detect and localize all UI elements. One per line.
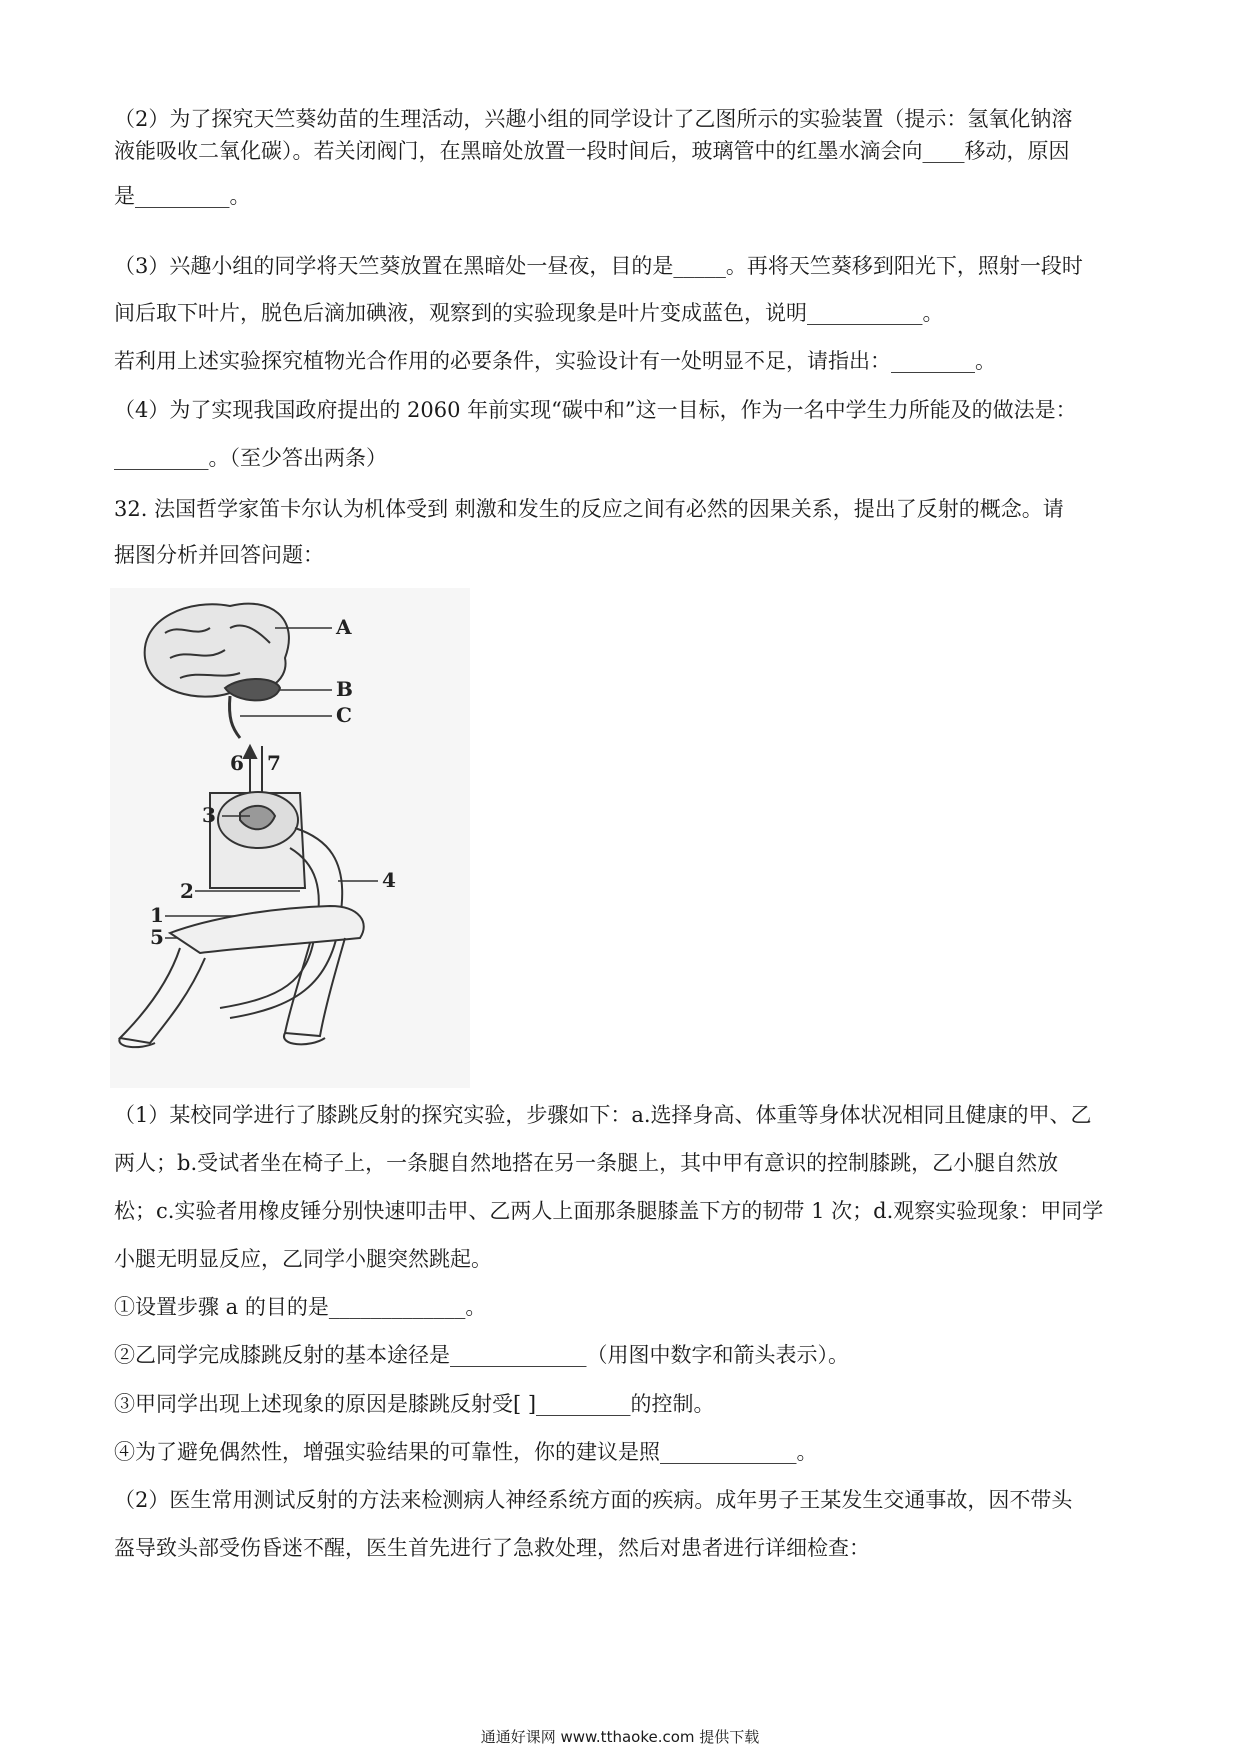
- text-line: ③甲同学出现上述现象的原因是膝跳反射受[ ]_________的控制。: [114, 1392, 715, 1416]
- text-line: （2）为了探究天竺葵幼苗的生理活动，兴趣小组的同学设计了乙图所示的实验装置（提示：氢氧化钠溶: [114, 107, 1073, 131]
- text-line: ②乙同学完成膝跳反射的基本途径是_____________（用图中数字和箭头表示）。: [114, 1343, 849, 1367]
- label-a: A: [336, 615, 352, 639]
- label-5: 5: [150, 925, 164, 949]
- label-c: C: [336, 703, 352, 727]
- text-line: ①设置步骤 a 的目的是_____________。: [114, 1295, 487, 1319]
- label-4: 4: [382, 868, 396, 892]
- text-line: 是_________。: [114, 184, 251, 208]
- text-line: 间后取下叶片，脱色后滴加碘液，观察到的实验现象是叶片变成蓝色，说明___________。: [114, 301, 944, 325]
- text-line: ④为了避免偶然性，增强实验结果的可靠性，你的建议是照_____________。: [114, 1440, 818, 1464]
- text-line: 盔导致头部受伤昏迷不醒，医生首先进行了急救处理，然后对患者进行详细检查：: [114, 1536, 870, 1560]
- label-7: 7: [267, 751, 281, 775]
- text-line: （2）医生常用测试反射的方法来检测病人神经系统方面的疾病。成年男子王某发生交通事故，因不带头: [114, 1488, 1073, 1512]
- text-line: 松；c.实验者用橡皮锤分别快速叩击甲、乙两人上面那条腿膝盖下方的韧带 1 次；d.观察实验现象：甲同学: [114, 1199, 1104, 1223]
- text-line: （4）为了实现我国政府提出的 2060 年前实现“碳中和”这一目标，作为一名中学生力所能及的做法是：: [114, 398, 1077, 422]
- text-line: 小腿无明显反应，乙同学小腿突然跳起。: [114, 1247, 492, 1271]
- text-line: 若利用上述实验探究植物光合作用的必要条件，实验设计有一处明显不足，请指出：________。: [114, 349, 996, 373]
- text-line: 32. 法国哲学家笛卡尔认为机体受到 刺激和发生的反应之间有必然的因果关系，提出了反射的概念。请: [114, 497, 1064, 521]
- text-line: （3）兴趣小组的同学将天竺葵放置在黑暗处一昼夜，目的是_____。再将天竺葵移到阳光下，照射一段时: [114, 254, 1083, 278]
- text-line: 据图分析并回答问题：: [114, 543, 324, 567]
- label-2: 2: [180, 879, 194, 903]
- label-6: 6: [230, 751, 244, 775]
- reflex-arc-figure: [110, 588, 470, 1088]
- page-footer: 通通好课网 www.tthaoke.com 提供下载: [480, 1728, 760, 1746]
- text-line: _________。（至少答出两条）: [114, 446, 387, 470]
- label-b: B: [336, 677, 353, 701]
- text-line: 液能吸收二氧化碳）。若关闭阀门，在黑暗处放置一段时间后，玻璃管中的红墨水滴会向____移动，原因: [114, 139, 1070, 163]
- text-line: （1）某校同学进行了膝跳反射的探究实验，步骤如下：a.选择身高、体重等身体状况相同且健康的甲、乙: [114, 1103, 1092, 1127]
- label-3: 3: [202, 803, 216, 827]
- label-1: 1: [150, 903, 164, 927]
- text-line: 两人；b.受试者坐在椅子上，一条腿自然地搭在另一条腿上，其中甲有意识的控制膝跳，乙小腿自然放: [114, 1151, 1059, 1175]
